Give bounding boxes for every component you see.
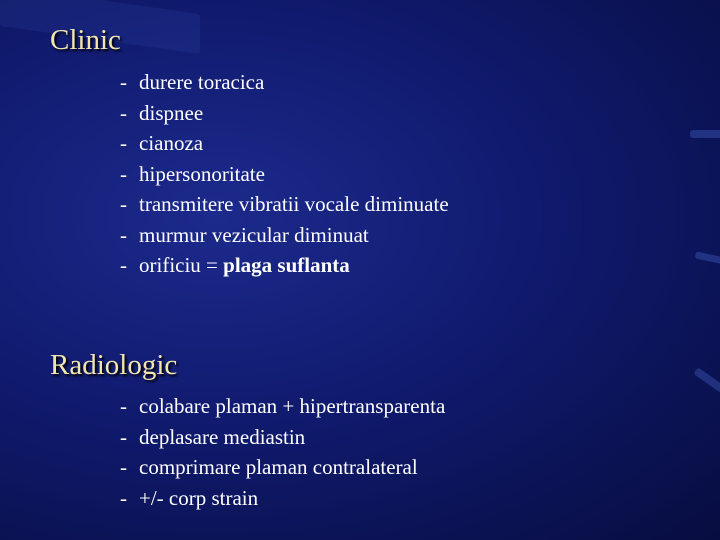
section-title-radiologic: Radiologic <box>50 349 178 381</box>
list-item-text: +/- corp strain <box>139 485 259 510</box>
decorative-streak <box>695 251 720 265</box>
list-item-text <box>139 250 350 281</box>
bullet-dash: - <box>120 100 127 125</box>
section-title-clinic: Clinic <box>50 24 121 56</box>
list-item-text: murmur vezicular diminuat <box>139 222 369 247</box>
list-item-text: transmitere vibratii vocale diminuate <box>139 192 449 216</box>
bullet-dash: - <box>120 424 127 449</box>
bullet-dash: - <box>120 253 127 277</box>
decorative-streak <box>693 367 720 396</box>
list-item-text: cianoza <box>139 131 204 155</box>
list-item-text: durere toracica <box>139 70 265 94</box>
bullet-dash: - <box>120 131 127 155</box>
bullet-dash: - <box>120 485 127 510</box>
list-item-text: deplasare mediastin <box>139 424 306 449</box>
list-item-bold: plaga suflanta <box>223 253 350 277</box>
list-item-prefix: orificiu = <box>139 253 224 277</box>
bullet-dash: - <box>120 70 127 94</box>
list-item-text: colabare plaman + hipertransparenta <box>139 394 446 418</box>
decorative-streak <box>690 130 720 138</box>
bullet-dash: - <box>120 394 127 418</box>
bullet-dash: - <box>120 222 127 247</box>
bullet-dash: - <box>120 161 127 186</box>
bullet-dash: - <box>120 455 127 479</box>
list-item-text: hipersonoritate <box>139 161 265 186</box>
list-item-text: dispnee <box>139 100 204 125</box>
bullet-dash: - <box>120 192 127 216</box>
list-item-text: comprimare plaman contralateral <box>139 455 418 479</box>
